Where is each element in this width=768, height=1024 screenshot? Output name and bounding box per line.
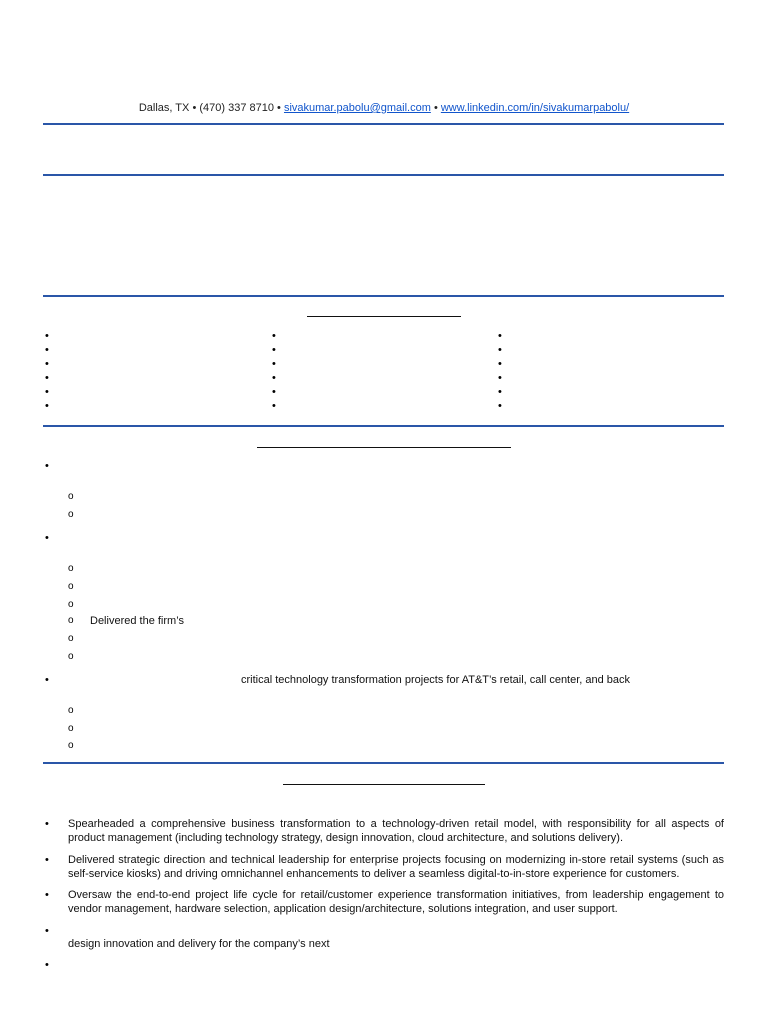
contact-separator: •	[277, 102, 281, 114]
competencies-heading-underline	[307, 316, 461, 317]
section-divider	[43, 174, 724, 176]
list-bullet: •	[498, 330, 502, 342]
contact-separator: •	[192, 102, 197, 114]
list-bullet: •	[272, 358, 276, 370]
list-bullet: •	[45, 330, 49, 342]
contact-separator: •	[433, 102, 438, 114]
sub-bullet: o	[68, 491, 74, 502]
list-bullet: •	[45, 674, 49, 686]
list-bullet: •	[45, 925, 49, 937]
list-bullet: •	[498, 358, 502, 370]
list-bullet: •	[45, 889, 49, 901]
list-bullet: •	[498, 400, 502, 412]
sub-bullet: o	[68, 509, 74, 520]
email-link[interactable]: sivakumar.pabolu@gmail.com	[283, 102, 431, 114]
list-bullet: •	[498, 372, 502, 384]
sub-bullet: o	[68, 563, 74, 574]
contact-line	[0, 102, 768, 114]
bullet-text: Oversaw the end-to-end project life cycle for retail/customer experience transformation initiatives, from leadership engagement to vendor management, hardware selection, application design/architecture, solutions integration, and user support.	[68, 889, 724, 915]
sub-bullet: o	[68, 705, 74, 716]
experience-heading-underline	[257, 447, 511, 448]
sub-bullet: o	[68, 651, 74, 662]
list-bullet: •	[45, 818, 49, 830]
list-bullet: •	[272, 344, 276, 356]
list-bullet: •	[45, 400, 49, 412]
section-divider	[43, 123, 724, 125]
linkedin-link[interactable]: www.linkedin.com/in/sivakumarpabolu/	[440, 102, 630, 114]
sub-bullet: o	[68, 615, 74, 626]
experience2-heading-underline	[283, 784, 485, 785]
section-divider	[43, 762, 724, 764]
list-bullet: •	[45, 344, 49, 356]
sub-bullet: o	[68, 633, 74, 644]
list-bullet: •	[45, 372, 49, 384]
sub-bullet: o	[68, 740, 74, 751]
bullet-text: critical technology transformation projects for AT&T’s retail, call center, and back	[241, 674, 631, 686]
section-divider	[43, 295, 724, 297]
list-bullet: •	[45, 959, 49, 971]
bullet-text: Delivered strategic direction and technical leadership for enterprise projects focusing on modernizing in-store retail systems (such as self-service kiosks) and driving omnichannel enhancements to deliver a seamless digital-to-in-store experience for customers.	[68, 854, 724, 880]
list-bullet: •	[272, 400, 276, 412]
contact-location: Dallas, TX	[138, 102, 190, 114]
list-bullet: •	[45, 358, 49, 370]
sub-bullet-text: Delivered the firm’s	[90, 615, 184, 627]
list-bullet: •	[272, 330, 276, 342]
list-bullet: •	[45, 460, 49, 472]
bullet-text: Spearheaded a comprehensive business transformation to a technology-driven retail model, with responsibility for all aspects of product management (including technology strategy, design innovation, cloud architecture, and solutions delivery).	[68, 818, 724, 844]
list-bullet: •	[45, 386, 49, 398]
sub-bullet: o	[68, 581, 74, 592]
bullet-text: design innovation and delivery for the company’s next	[68, 938, 330, 950]
list-bullet: •	[272, 372, 276, 384]
sub-bullet: o	[68, 723, 74, 734]
list-bullet: •	[272, 386, 276, 398]
contact-phone: (470) 337 8710	[199, 102, 274, 114]
list-bullet: •	[498, 344, 502, 356]
list-bullet: •	[45, 532, 49, 544]
list-bullet: •	[498, 386, 502, 398]
sub-bullet: o	[68, 599, 74, 610]
section-divider	[43, 425, 724, 427]
list-bullet: •	[45, 854, 49, 866]
